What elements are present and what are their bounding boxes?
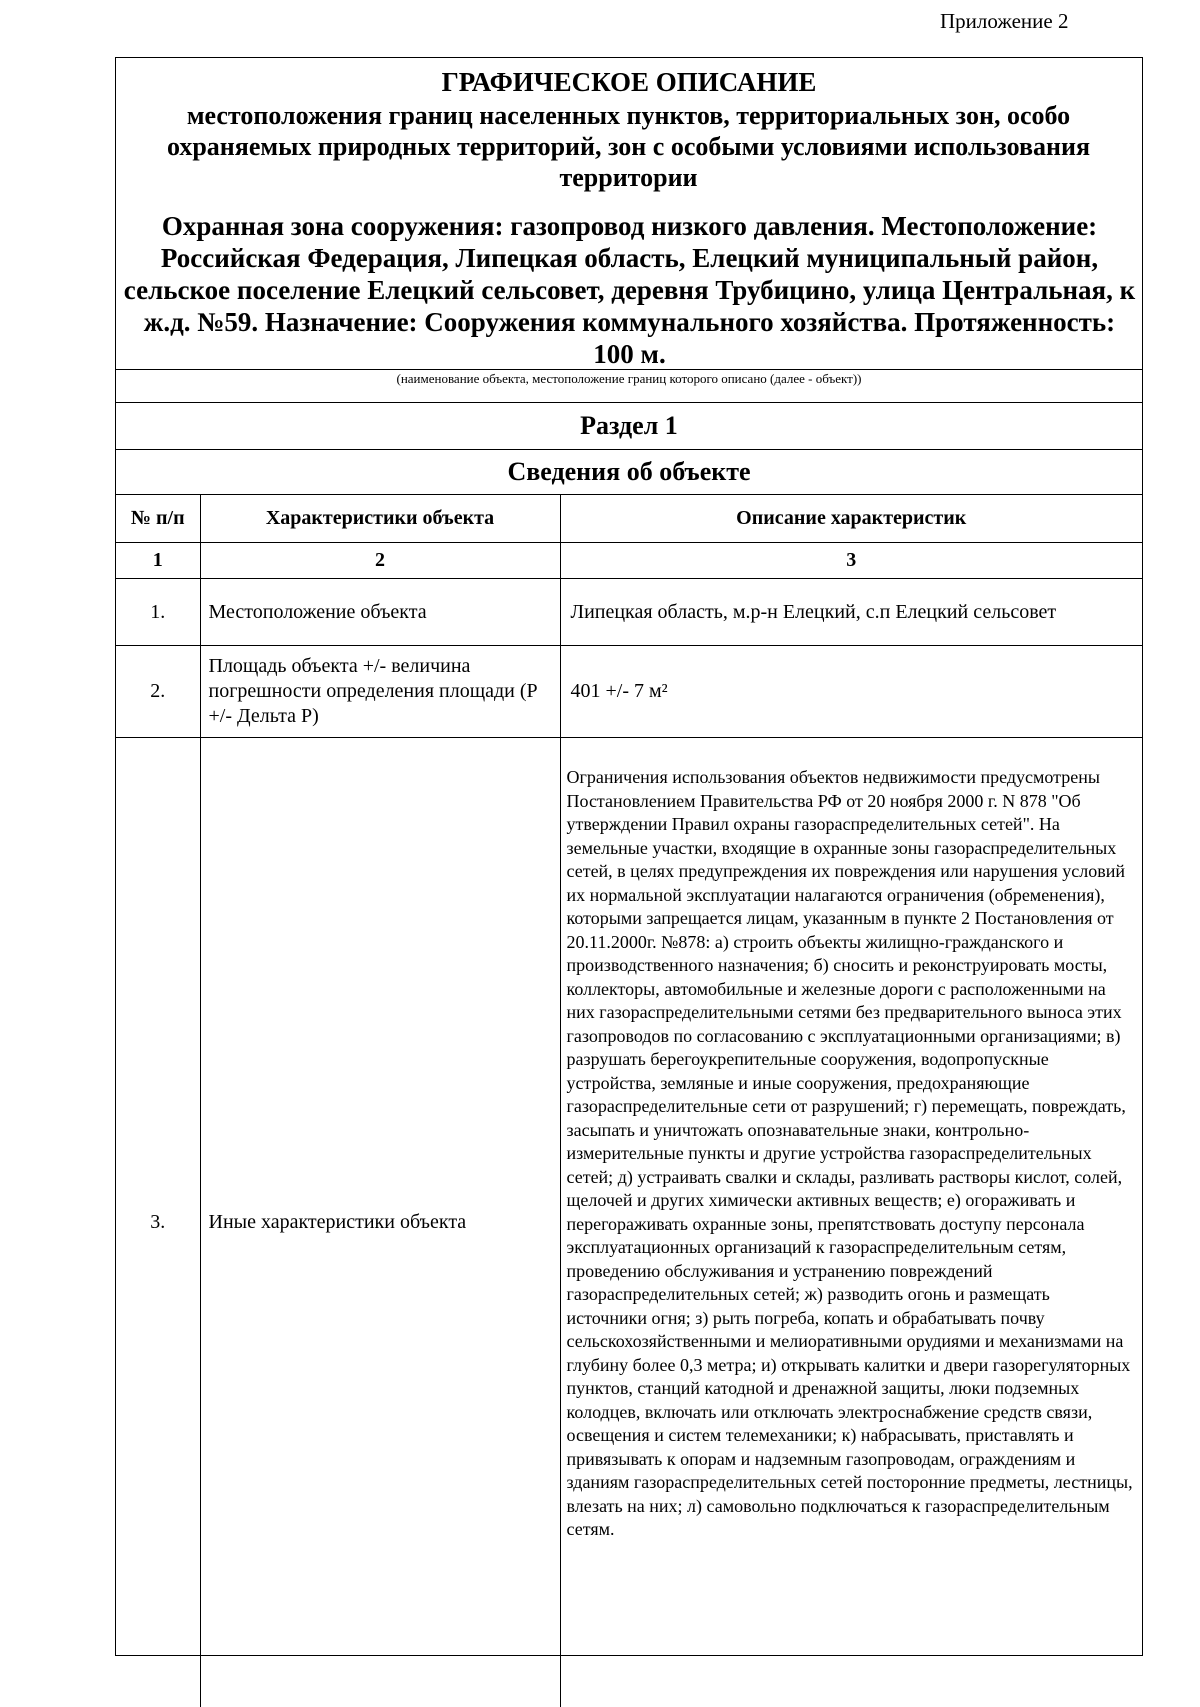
row-number: 3.: [116, 738, 200, 1707]
section-subtitle: Сведения об объекте: [116, 449, 1142, 494]
header-characteristic: Характеристики объекта: [200, 495, 560, 543]
object-caption: (наименование объекта, местоположение границ которого описано (далее - объект)): [116, 370, 1142, 388]
row-description: Липецкая область, м.р-н Елецкий, с.п Елецкий сельсовет: [560, 579, 1142, 646]
header-num: № п/п: [116, 495, 200, 543]
index-num: 1: [116, 543, 200, 579]
document-title: ГРАФИЧЕСКОЕ ОПИСАНИЕ: [116, 67, 1142, 98]
index-characteristic: 2: [200, 543, 560, 579]
table-row: [116, 738, 1142, 1707]
row-number: 2.: [116, 646, 200, 738]
row-characteristic: Местоположение объекта: [200, 579, 560, 646]
table-row: [116, 579, 1142, 646]
row-characteristic: Иные характеристики объекта: [200, 738, 560, 1707]
document-subtitle: местоположения границ населенных пунктов, территориальных зон, особо охраняемых природных территорий, зон с особыми условиями использования территории: [126, 100, 1131, 193]
section-title: Раздел 1: [116, 402, 1142, 449]
table-index-row: [116, 543, 1142, 579]
header-description: Описание характеристик: [560, 495, 1142, 543]
row-description: Ограничения использования объектов недвижимости предусмотрены Постановлением Правительства РФ от 20 ноября 2000 г. N 878 "Об утверждении Правил охраны газораспределительных сетей". На земельные участки, входящие в охранные зоны газораспределительных сетей, в целях предупреждения их повреждения или нарушения условий их нормальной эксплуатации налагаются ограничения (обременения), которыми запрещается лицам, указанным в пункте 2 Постановления от 20.11.2000г. №878: а) строить объекты жилищно-гражданского и производственного назначения; б) сносить и реконструировать мосты, коллекторы, автомобильные и железные дороги с расположенными на них газораспределительными сетями без предварительного выноса этих газопроводов по согласованию с эксплуатационными организациями; в) разрушать берегоукрепительные сооружения, водопропускные устройства, земляные и иные сооружения, предохраняющие газораспределительные сети от разрушений; г) перемещать, повреждать, засыпать и уничтожать опознавательные знаки, контрольно-измерительные пункты и другие устройства газораспределительных сетей; д) устраивать свалки и склады, разливать растворы кислот, солей, щелочей и других химически активных веществ; е) огораживать и перегораживать охранные зоны, препятствовать доступу персонала эксплуатационных организаций к газораспределительным сетям, проведению обслуживания и устранению повреждений газораспределительных сетей; ж) разводить огонь и размещать источники огня; з) рыть погреба, копать и обрабатывать почву сельскохозяйственными и мелиоративными орудиями и механизмами на глубину более 0,3 метра; и) открывать калитки и двери газорегуляторных пунктов, станций катодной и дренажной защиты, люки подземных колодцев, включать или отключать электроснабжение средств связи, освещения и систем телемеханики; к) набрасывать, приставлять и привязывать к опорам и надземным газопроводам, ограждениям и зданиям газораспределительных сетей посторонние предметы, лестницы, влезать на них; л) самовольно подключаться к газораспределительным сетям.: [560, 738, 1142, 1707]
row-description: 401 +/- 7 м²: [560, 646, 1142, 738]
index-description: 3: [560, 543, 1142, 579]
object-info-table: [116, 494, 1142, 1707]
row-characteristic: Площадь объекта +/- величина погрешности определения площади (Р +/- Дельта Р): [200, 646, 560, 738]
row-number: 1.: [116, 579, 200, 646]
table-header-row: [116, 495, 1142, 543]
table-row: [116, 646, 1142, 738]
graphic-description-form: [115, 57, 1143, 1656]
document-header: [116, 58, 1142, 369]
appendix-label: Приложение 2: [940, 8, 1068, 34]
object-name: Охранная зона сооружения: газопровод низкого давления. Местоположение: Российская Федерация, Липецкая область, Елецкий муниципальный район, сельское поселение Елецкий сельсовет, деревня Трубицино, улица Центральная, к ж.д. №59. Назначение: Сооружения коммунального хозяйства. Протяженность: 100 м.: [122, 210, 1137, 370]
